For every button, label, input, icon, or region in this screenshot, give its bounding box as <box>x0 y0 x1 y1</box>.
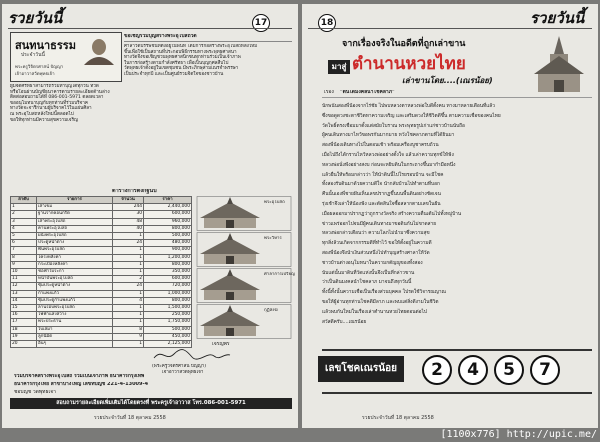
temple-label: กุฏิสงฆ์ <box>264 308 278 313</box>
table-cell: 6 <box>11 240 37 247</box>
table-cell: 40 <box>112 225 143 232</box>
table-cell: 15 <box>11 305 37 312</box>
table-cell: พระประธาน <box>37 319 113 326</box>
table-row <box>11 333 192 340</box>
table-row <box>11 305 192 312</box>
table-cell: 4 <box>112 297 143 304</box>
table-cell: 900,000 <box>144 247 192 254</box>
table-cell: พื้นพระอุโบสถ <box>37 247 113 254</box>
table-cell: 8 <box>112 326 143 333</box>
table-cell: 7 <box>11 247 37 254</box>
table-cell: ลานรอบพระอุโบสถ <box>37 305 113 312</box>
table-cell: 1 <box>11 204 37 211</box>
table-row <box>11 283 192 290</box>
table-row <box>11 290 192 297</box>
donation-line-2: ธนาคารกรุงไทย สาขาบางใหญ่ เลขที่บัญชี 221-4-13009-4 <box>14 382 149 387</box>
table-cell: 8 <box>11 254 37 261</box>
page-number: 18 <box>318 14 336 32</box>
table-cell: 3 <box>11 218 37 225</box>
table-cell: 2,440,000 <box>144 204 192 211</box>
body-text-top: ศาลาวัดบรรพชนที่ตั้งอยู่ในพื้นที่ ได้มีการก่อสร้างพระอุโบสถหลังใหม่ ขึ้นเพื่อใช้เป็นสถานที่ประกอบพิธีกรรมทางพระพุทธศาสนา ทางวัดจึงขอเชิญชวนพุทธศาสนิกชนทุกท่านร่วมเป็นเจ้าภาพ ในการก่อสร้างตามกำลังศรัทธา เพื่อเป็นบุญกุศลสืบไป วัดพุทธเจ้าตั้งอยู่ในเขตชุมชน มีพระภิกษุสามเณรจำพรรษา เป็นประจำทุกปี และเป็นศูนย์รวมจิตใจของชาวบ้าน <box>124 44 258 77</box>
table-cell: 2 <box>112 276 143 283</box>
temple-label: พระอุโบสถ <box>264 200 285 205</box>
table-cell: 244 <box>112 204 143 211</box>
table-row <box>11 269 192 276</box>
table-cell: 19 <box>11 333 37 340</box>
table-row <box>11 312 192 319</box>
table-row <box>11 211 192 218</box>
table-cell: 800,000 <box>144 225 192 232</box>
table-cell: 12 <box>11 283 37 290</box>
table-cell: 1 <box>112 312 143 319</box>
table-cell: ลูกนิมิต <box>37 333 113 340</box>
table-row <box>11 247 192 254</box>
table-cell: อื่นๆ <box>37 341 113 348</box>
table-cell: 17 <box>11 319 37 326</box>
table-cell: 450,000 <box>144 333 192 340</box>
table-cell: 1,500,000 <box>144 305 192 312</box>
cost-table <box>10 196 192 348</box>
table-cell: 1 <box>112 261 143 268</box>
table-cell: 1,200,000 <box>144 254 192 261</box>
page-footer: รวยประจำวันที่ 18 ตุลาคม 2558 <box>362 415 434 421</box>
table-cell: ซุ้มประตูหน้าต่าง <box>37 283 113 290</box>
headline-2: ตำนานหวยไทย <box>352 54 466 74</box>
lucky-number-ball: 7 <box>530 355 560 385</box>
temple-illustration <box>524 34 594 94</box>
table-row <box>11 204 192 211</box>
table-cell: 20 <box>11 341 37 348</box>
signature-title: เจริญพร <box>212 342 230 347</box>
table-cell: 800,000 <box>144 261 192 268</box>
lucky-number-ball: 4 <box>458 355 488 385</box>
brand-logo: รวยวันนี้ <box>8 9 63 27</box>
story-title: "ดินได้มงคลนำโชคลาภ" <box>340 90 395 95</box>
table-cell: 500,000 <box>144 233 192 240</box>
table-row <box>11 218 192 225</box>
col-header: ราคา <box>144 197 192 204</box>
table-cell: 1,000,000 <box>144 290 192 297</box>
table-cell: 1 <box>112 254 143 261</box>
signature-scribble <box>152 348 232 362</box>
temple-label: ศาลาการเปรียญ <box>264 272 295 277</box>
donation-line-3: ชื่อบัญชี วัดพุทธเจ้า <box>14 390 56 395</box>
lucky-number-ball: 2 <box>422 355 452 385</box>
header-rule <box>308 28 592 29</box>
right-page <box>302 4 598 428</box>
table-cell: 2,125,000 <box>144 341 192 348</box>
table-cell: 720,000 <box>144 283 192 290</box>
column-title: สนทนาธรรม <box>15 39 76 52</box>
table-cell: 24 <box>112 283 143 290</box>
table-cell: 500,000 <box>144 326 192 333</box>
body-text-main: ผู้มีจิตศรัทธาสามารถร่วมทำบุญได้ทุกวัน ที่วัด หรือโอนผ่านบัญชีธนาคารตามรายละเอียดด้านล่าง ติดต่อสอบถามได้ที่ 086-001-5971 ตลอดเวลา ขออนุโมทนาบุญกับทุกท่านที่ร่วมบริจาค ทางวัดจะจารึกนามผู้บริจาคไว้ในแผ่นศิลา ณ พระอุโบสถหลังใหม่นี้ตลอดไป ขอให้ทุกท่านมีความสุขความเจริญ <box>10 84 110 123</box>
table-cell: 9 <box>11 261 37 268</box>
table-cell: คานพระอุโบสถ <box>37 225 113 232</box>
table-cell: 2 <box>11 211 37 218</box>
table-cell: 480,000 <box>144 240 192 247</box>
header-underline <box>124 41 292 42</box>
temple-label: พระวิหาร <box>264 236 282 241</box>
table-row <box>11 261 192 268</box>
table-cell: ไฟฟ้าแสงสว่าง <box>37 312 113 319</box>
monk-portrait <box>81 35 117 65</box>
table-cell: เสาเข็ม <box>37 204 113 211</box>
lucky-rule <box>322 349 592 351</box>
table-cell: 1 <box>112 290 143 297</box>
lucky-rule-bottom <box>322 392 592 394</box>
table-row <box>11 319 192 326</box>
col-header: จำนวน <box>112 197 143 204</box>
watermark: [1100x776] http://upic.me/ <box>440 429 597 440</box>
table-row <box>11 254 192 261</box>
table-row <box>11 225 192 232</box>
story-rule <box>322 97 592 98</box>
table-row <box>11 297 192 304</box>
temple-illustrations <box>196 196 292 340</box>
brand-logo: รวยวันนี้ <box>530 9 585 27</box>
table-cell: 16 <box>11 312 37 319</box>
table-cell: 48 <box>112 218 143 225</box>
table-cell: 1 <box>112 233 143 240</box>
table-cell: 350,000 <box>144 269 192 276</box>
table-cell: กระเบื้องหลังคา <box>37 261 113 268</box>
table-cell: 30 <box>112 211 143 218</box>
lucky-number-ball: 5 <box>494 355 524 385</box>
table-cell: 18 <box>11 326 37 333</box>
headline-tag: มาสู่ <box>328 60 350 74</box>
lucky-label: เลขโชคเณรน้อย <box>318 356 404 382</box>
table-cell: 10 <box>11 269 37 276</box>
headline-1: จากเรื่องจริงในอดีตที่ถูกเล่าขาน <box>342 39 466 49</box>
table-cell: 14 <box>11 297 37 304</box>
contact-banner: สอบถามรายละเอียดเพิ่มเติมได้โดยตรงที่ พระครูเจ้าอาวาส โทร.086-001-5971 <box>10 398 292 409</box>
table-cell: หน้าบันพระอุโบสถ <box>37 276 113 283</box>
col-header: ลำดับ <box>11 197 37 204</box>
column-caption: ประจำวันนี้ <box>21 52 45 58</box>
table-cell: 600,000 <box>144 276 192 283</box>
table-cell: 5 <box>11 233 37 240</box>
story-body: นักพนันสองพี่น้องจากไร่ชัย ไปพบหลวงตาหลวงพ่อใบดีตั้งคน ทางมาหลายเดือนที่แล้ว ซึ่งขอดูดวงชะตาชีวิตหาความเจริญ และเสริมดวงให้ชีวิตดีขึ้น ตามความเชื่อของคนไทย วัดโพธิ์ตรงเชื่อมมาตั้งแต่สมัยโบราณ พระพุทธรูปเก่าแก่ชาวบ้านนับถือ ผู้คนเดินทางมาไหว้ขอพรกันมากมาย หวังโชคลาภตามที่ได้ยินมา สองพี่น้องเดินทางไปในตอนเช้า พร้อมเครื่องบูชาครบถ้วน เมื่อไปถึงได้กราบไหว้หลวงพ่ออย่างตั้งใจ แล้วเล่าความทุกข์ให้ฟัง หลวงพ่อนั่งฟังอย่างสงบ ก่อนจะหยิบดินในกระถางขึ้นมากำมือหนึ่ง แล้วยื่นให้พร้อมกล่าวว่า ให้นำดินนี้ไปโรยรอบบ้าน จะมีโชค ทั้งสองรับดินมาด้วยความดีใจ นำกลับบ้านไปทำตามที่บอก คืนนั้นเองพี่ชายฝันเห็นเลขปรากฏขึ้นบนพื้นดินอย่างชัดเจน รุ่งเช้าจึงเล่าให้น้องฟัง และตัดสินใจซื้อสลากตามเลขในฝัน เมื่อผลออกมาปรากฏว่าถูกรางวัลจริง สร้างความตื่นเต้นไปทั้งหมู่บ้าน ข่าวแพร่ออกไปจนมีผู้คนเดินทางมาขอดินกันไม่ขาดสาย หลวงพ่อกล่าวเตือนว่า ความโลภไม่นำมาซึ่งความสุข ทุกสิ่งล้วนเกิดจากกรรมดีที่ทำไว้ ขอให้ตั้งอยู่ในความดี สองพี่น้องจึงนำเงินส่วนหนึ่งไปทำบุญสร้างศาลาให้วัด ชาวบ้านต่างอนุโมทนาในความกตัญญูของทั้งสอง นับแต่นั้นมาดินที่วัดแห่งนั้นจึงเป็นที่กล่าวขาน ว่าเป็นดินมงคลนำโชคลาภ มาจนถึงทุกวันนี้ ทั้งนี้ทั้งนั้นความเชื่อเป็นเรื่องส่วนบุคคล โปรดใช้วิจารณญาณ ขอให้ผู้อ่านทุกท่านโชคดีมีลาภ และพบแต่สิ่งดีงามในชีวิต แล้วพบกันใหม่ในเรื่องเล่าตำนานหวยไทยตอนต่อไป สวัสดีครับ....เณรน้อย <box>322 104 501 325</box>
donation-line-1: ร่วมบริจาคสร้างพระอุโบสถ ร่วมเป็นเจ้าภาพ ธนาคารกรุงเทพ <box>14 374 145 379</box>
table-cell: 13 <box>11 290 37 297</box>
table-row <box>11 326 192 333</box>
table-cell: 4 <box>11 225 37 232</box>
left-page <box>2 4 298 428</box>
table-title: ตารางการตั้งกฐินปี <box>112 189 157 194</box>
table-cell: 1,750,000 <box>144 319 192 326</box>
table-row <box>11 276 192 283</box>
table-cell: 24 <box>112 240 143 247</box>
table-cell: 1 <box>112 341 143 348</box>
table-cell: 1 <box>112 305 143 312</box>
monk-caption-1: พระครูวิจิตรศาสน์ ปัญญา <box>15 65 64 70</box>
table-cell: เสาพระอุโบสถ <box>37 218 113 225</box>
table-cell: ช่อฟ้าใบระกา <box>37 269 113 276</box>
table-cell: 600,000 <box>144 211 192 218</box>
header-rule <box>8 28 292 29</box>
table-cell: 1 <box>112 319 143 326</box>
story-label: เรื่อง <box>324 90 334 95</box>
signature-role: เจ้าอาวาสวัดพุทธเจ้า <box>162 370 204 375</box>
table-cell: 11 <box>11 276 37 283</box>
table-cell: ประตูหน้าต่าง <box>37 240 113 247</box>
signature-name: (พระครูวิจิตรศาสน์ ปัญญา) <box>152 364 207 369</box>
table-cell: ซุ้มประตูกำแพงแก้ว <box>37 297 113 304</box>
table-cell: ผนังพระอุโบสถ <box>37 233 113 240</box>
table-row <box>11 341 192 348</box>
table-cell: กำแพงแก้ว <box>37 290 113 297</box>
header-line: ขอเชิญร่วมบุญสร้างพระอุโบสถวัด <box>124 34 197 39</box>
table-cell: ใบเสมา <box>37 326 113 333</box>
table-cell: 9 <box>112 333 143 340</box>
column-title-box <box>10 32 122 82</box>
table-row <box>11 240 192 247</box>
table-cell: 1 <box>112 247 143 254</box>
table-cell: ฐานรากคอนกรีต <box>37 211 113 218</box>
table-cell: 250,000 <box>144 312 192 319</box>
table-cell: โครงหลังคา <box>37 254 113 261</box>
byline: เล่าขานโดย....(เณรน้อย) <box>402 76 493 85</box>
col-header: รายการ <box>37 197 113 204</box>
page-footer: รวยประจำวันที่ 18 ตุลาคม 2558 <box>94 415 166 421</box>
page-number: 17 <box>252 14 270 32</box>
table-cell: 800,000 <box>144 297 192 304</box>
table-cell: 960,000 <box>144 218 192 225</box>
table-cell: 1 <box>112 269 143 276</box>
monk-caption-2: เจ้าอาวาสวัดพุทธเจ้า <box>15 72 55 77</box>
table-row <box>11 233 192 240</box>
